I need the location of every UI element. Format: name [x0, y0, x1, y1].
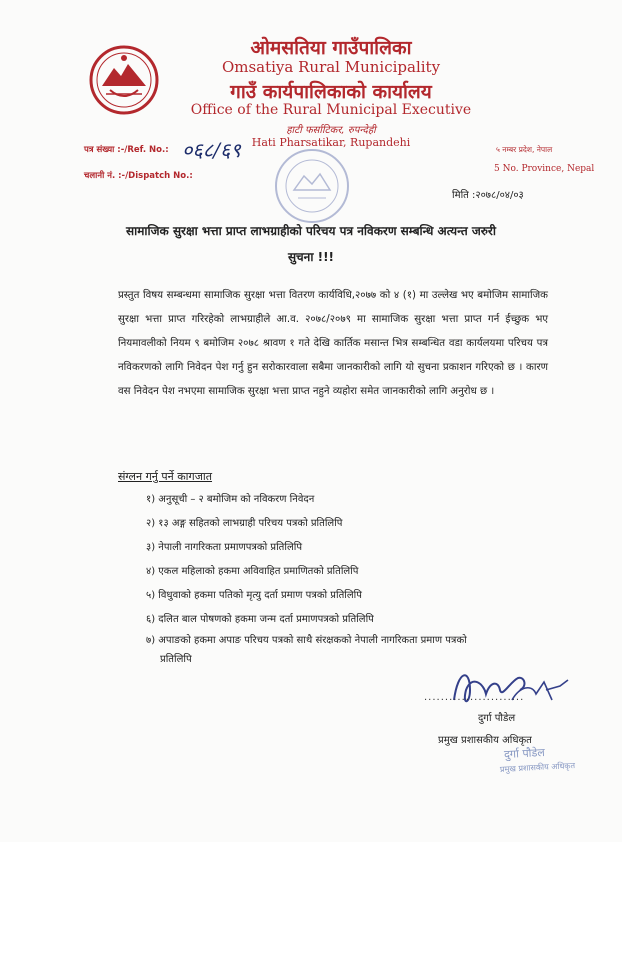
municipality-name-nepali: ओमसतिया गाउँपालिका — [250, 37, 412, 59]
address-english: Hati Pharsatikar, Rupandehi — [251, 136, 411, 149]
municipality-name-english: Omsatiya Rural Municipality — [221, 58, 441, 76]
subject-line-1: सामाजिक सुरक्षा भत्ता प्राप्त लाभग्राहीको परिचय पत्र नविकरण सम्बन्धि अत्यन्त जरुरी — [126, 224, 496, 238]
office-name-english: Office of the Rural Municipal Executive — [190, 102, 472, 118]
province-english: 5 No. Province, Nepal — [494, 164, 595, 174]
office-stamp-icon — [272, 146, 352, 226]
body-paragraph: प्रस्तुत विषय सम्बन्धमा सामाजिक सुरक्षा भत्ता वितरण कार्यविधि,२०७७ को ४ (१) मा उल्लेख भए बमोजिम सामाजिक सुरक्षा भत्ता प्राप्त गरिरहेको लाभग्राहीले आ.व. २०७८/२०७९ मा सामाजिक सुरक्षा भत्ता प्राप्त गर्न ईच्छुक भए नियमावलीको नियम ९ बमोजिम २०७८ श्रावण १ गते देखि कार्तिक मसान्त भित्र सम्बन्धित वडा कार्यलयमा परिचय पत्र नविकरणको लागि निवेदन पेश गर्नु हुन सरोकारवाला सबैमा जानकारीको लागि यो सुचना प्रकाशन गरिएको छ । कारण वस निवेदन पेश नभएमा सामाजिक सुरक्षा भत्ता प्राप्त नहुने व्यहोरा समेत जानकारीको लागि अनुरोध छ । — [118, 290, 548, 397]
enclosure-item: ५) विधुवाको हकमा पतिको मृत्यु दर्ता प्रमाण पत्रको प्रतिलिपि — [146, 590, 362, 601]
ref-no-label: पत्र संख्या :-/Ref. No.: — [84, 145, 169, 155]
signatory-stamp-name: दुर्गा पौडेल — [503, 745, 546, 762]
enclosure-item: ४) एकल महिलाको हकमा अविवाहित प्रमाणितको प्रतिलिपि — [146, 566, 359, 577]
letter-date: मिति :२०७८/०४/०३ — [452, 190, 524, 201]
enclosure-item: प्रतिलिपि — [160, 654, 192, 665]
province-nepali: ५ नम्बर प्रदेश, नेपाल — [496, 145, 553, 154]
office-name-nepali: गाउँ कार्यपालिकाको कार्यालय — [230, 81, 432, 103]
signature-line: ........................ — [424, 692, 525, 703]
signatory-title: प्रमुख प्रशासकीय अधिकृत — [438, 735, 532, 746]
enclosures-heading: संग्लन गर्नु पर्ने कागजात — [118, 470, 213, 483]
dispatch-no-label: चलानी नं. :-/Dispatch No.: — [84, 171, 193, 181]
address-nepali: हाटी फर्साटिकर, रुपन्देही — [286, 125, 376, 136]
enclosure-item: १) अनुसूची – २ बमोजिम को नविकरण निवेदन — [146, 494, 315, 505]
ref-no-value: ०६८/६९ — [182, 138, 241, 162]
subject-line-2: सुचना !!! — [287, 250, 335, 264]
signatory-name: दुर्गा पौडेल — [478, 713, 516, 724]
enclosure-item: ३) नेपाली नागरिकता प्रमाणपत्रको प्रतिलिपि — [146, 542, 303, 553]
enclosure-item: ७) अपाङको हकमा अपाङ परिचय पत्रको साथै संरक्षकको नेपाली नागरिकता प्रमाण पत्रको — [146, 635, 467, 646]
enclosure-item: २) १३ अङ्ग सहितको लाभग्राही परिचय पत्रको प्रतिलिपि — [146, 518, 343, 529]
enclosure-item: ६) दलित बाल पोषणको हकमा जन्म दर्ता प्रमाणपत्रको प्रतिलिपि — [146, 614, 374, 625]
signatory-stamp-title: प्रमुख प्रशासकीय अधिकृत — [499, 761, 576, 774]
